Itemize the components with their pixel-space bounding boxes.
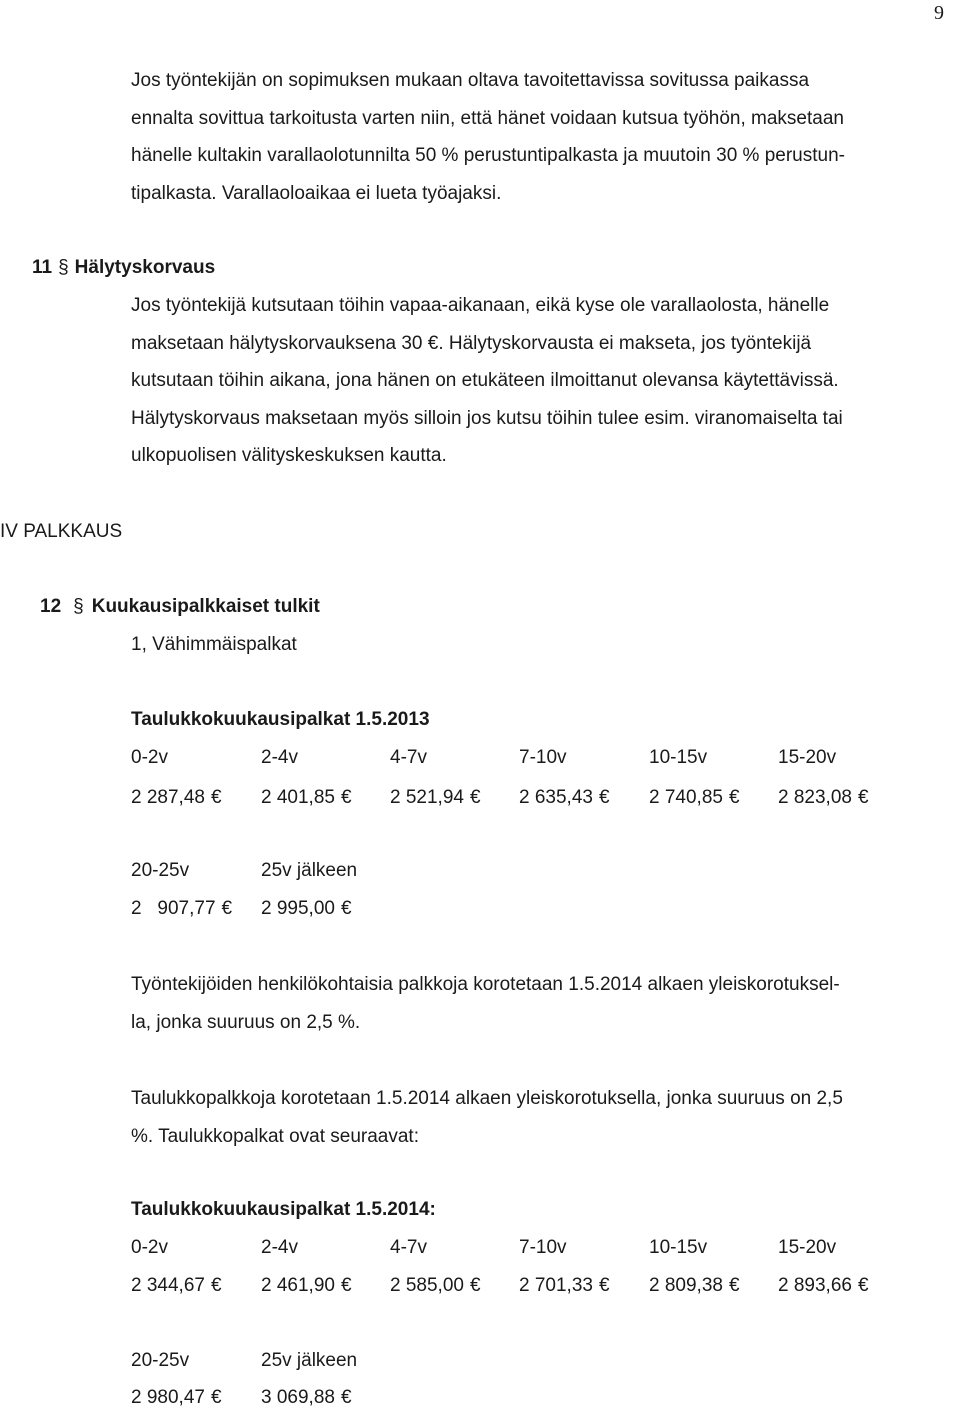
salary-value: 3 069,88 xyxy=(261,1387,335,1408)
text-line: ulkopuolisen välityskeskuksen kautta. xyxy=(131,445,447,466)
salary-value: 2 995,00 xyxy=(261,898,335,919)
section-12-heading xyxy=(40,596,320,618)
table-cell xyxy=(390,1275,481,1297)
salary-value: 2 635,43 xyxy=(519,787,593,808)
text-line: Jos työntekijä kutsutaan töihin vapaa-aikanaan, eikä kyse ole varallaolosta, hänelle xyxy=(131,295,830,316)
euro-icon: € xyxy=(210,1387,222,1408)
euro-icon: € xyxy=(340,787,352,808)
euro-icon: € xyxy=(728,787,740,808)
section-sign-icon: § xyxy=(73,596,84,617)
table-header-cell: 4-7v xyxy=(390,1237,427,1258)
intro-paragraph xyxy=(131,62,956,212)
table-cell xyxy=(131,898,232,920)
table-header-cell: 15-20v xyxy=(778,747,837,768)
euro-icon: € xyxy=(857,787,869,808)
table-cell xyxy=(778,787,869,809)
euro-icon: € xyxy=(210,787,222,808)
section-title: Kuukausipalkkaiset tulkit xyxy=(91,596,320,617)
salary-value: 2 287,48 xyxy=(131,787,205,808)
table-cell xyxy=(131,1275,222,1297)
text-line: Hälytyskorvaus maksetaan myös silloin jos kutsu töihin tulee esim. viranomaiselta tai xyxy=(131,407,843,429)
table-header-cell: 15-20v xyxy=(778,1237,837,1258)
salary-value: 2 809,38 xyxy=(649,1275,723,1296)
salary-value: 2 585,00 xyxy=(390,1275,464,1296)
euro-icon: € xyxy=(221,898,233,919)
euro-icon: € xyxy=(469,1275,481,1296)
table-header-cell: 20-25v xyxy=(131,860,190,881)
section-subtitle: 1, Vähimmäispalkat xyxy=(131,634,297,655)
salary-value: 2 980,47 xyxy=(131,1387,205,1408)
euro-icon: € xyxy=(598,1275,610,1296)
salary-value: 2 401,85 xyxy=(261,787,335,808)
salary-value: 2 740,85 xyxy=(649,787,723,808)
part-title: IV PALKKAUS xyxy=(0,521,123,542)
table-header-cell: 25v jälkeen xyxy=(261,1350,358,1371)
table-header-cell: 0-2v xyxy=(131,1237,168,1258)
table-cell xyxy=(261,1387,352,1409)
euro-icon: € xyxy=(598,787,610,808)
text-line: tipalkasta. Varallaoloaikaa ei lueta työajaksi. xyxy=(131,182,502,204)
table-cell xyxy=(131,1387,222,1409)
salary-value: 2 521,94 xyxy=(390,787,464,808)
text-line: hänelle kultakin varallaolotunnilta 50 % perustuntipalkasta ja muutoin 30 % perustun- xyxy=(131,145,845,166)
euro-icon: € xyxy=(210,1275,222,1296)
salary-value: 2 461,90 xyxy=(261,1275,335,1296)
table-cell xyxy=(131,787,222,809)
euro-icon: € xyxy=(728,1275,740,1296)
table-salary-paragraph xyxy=(131,1080,956,1155)
table-cell xyxy=(261,898,352,920)
text-line: maksetaan hälytyskorvauksena 30 €. Hälytyskorvausta ei makseta, jos työntekijä xyxy=(131,332,812,354)
section-number: 12 xyxy=(40,596,62,617)
text-line: ennalta sovittua tarkoitusta varten niin, että hänet voidaan kutsua työhön, maksetaan xyxy=(131,107,844,129)
table-header-cell: 7-10v xyxy=(519,1237,567,1258)
euro-icon: € xyxy=(340,1387,352,1408)
euro-icon: € xyxy=(340,898,352,919)
table-cell xyxy=(778,1275,869,1297)
table-header-cell: 2-4v xyxy=(261,747,298,768)
section-title: Hälytyskorvaus xyxy=(74,257,216,278)
personal-salary-paragraph xyxy=(131,966,956,1041)
salary-value: 2 823,08 xyxy=(778,787,852,808)
table-cell xyxy=(261,787,352,809)
table-2014-title: Taulukkokuukausipalkat 1.5.2014: xyxy=(131,1199,436,1220)
text-line: %. Taulukkopalkat ovat seuraavat: xyxy=(131,1125,419,1147)
table-header-cell: 2-4v xyxy=(261,1237,298,1258)
table-cell xyxy=(649,1275,740,1297)
table-header-cell: 7-10v xyxy=(519,747,567,768)
text-line: Taulukkopalkkoja korotetaan 1.5.2014 alkaen yleiskorotuksella, jonka suuruus on 2,5 xyxy=(131,1088,843,1109)
text-line: Jos työntekijän on sopimuksen mukaan oltava tavoitettavissa sovitussa paikassa xyxy=(131,70,810,91)
table-2013-title: Taulukkokuukausipalkat 1.5.2013 xyxy=(131,709,430,730)
page-number: 9 xyxy=(934,2,944,24)
euro-icon: € xyxy=(857,1275,869,1296)
salary-value: 2 907,77 xyxy=(131,898,216,919)
table-cell xyxy=(390,787,481,809)
table-cell xyxy=(519,1275,610,1297)
table-header-cell: 25v jälkeen xyxy=(261,860,358,881)
table-header-cell: 0-2v xyxy=(131,747,168,768)
section-11-paragraph xyxy=(131,287,956,475)
text-line: Työntekijöiden henkilökohtaisia palkkoja korotetaan 1.5.2014 alkaen yleiskorotuksel- xyxy=(131,974,840,995)
salary-value: 2 344,67 xyxy=(131,1275,205,1296)
table-header-cell: 10-15v xyxy=(649,747,708,768)
table-cell xyxy=(519,787,610,809)
salary-value: 2 701,33 xyxy=(519,1275,593,1296)
table-header-cell: 10-15v xyxy=(649,1237,708,1258)
text-line: la, jonka suuruus on 2,5 %. xyxy=(131,1011,361,1033)
table-header-cell: 4-7v xyxy=(390,747,427,768)
text-line: kutsutaan töihin aikana, jona hänen on etukäteen ilmoittanut olevansa käytettävissä. xyxy=(131,370,839,391)
table-cell xyxy=(649,787,740,809)
euro-icon: € xyxy=(340,1275,352,1296)
salary-value: 2 893,66 xyxy=(778,1275,852,1296)
euro-icon: € xyxy=(469,787,481,808)
section-11-heading xyxy=(32,257,215,279)
section-number: 11 xyxy=(32,257,53,278)
table-cell xyxy=(261,1275,352,1297)
section-sign-icon: § xyxy=(58,257,69,278)
table-header-cell: 20-25v xyxy=(131,1350,190,1371)
